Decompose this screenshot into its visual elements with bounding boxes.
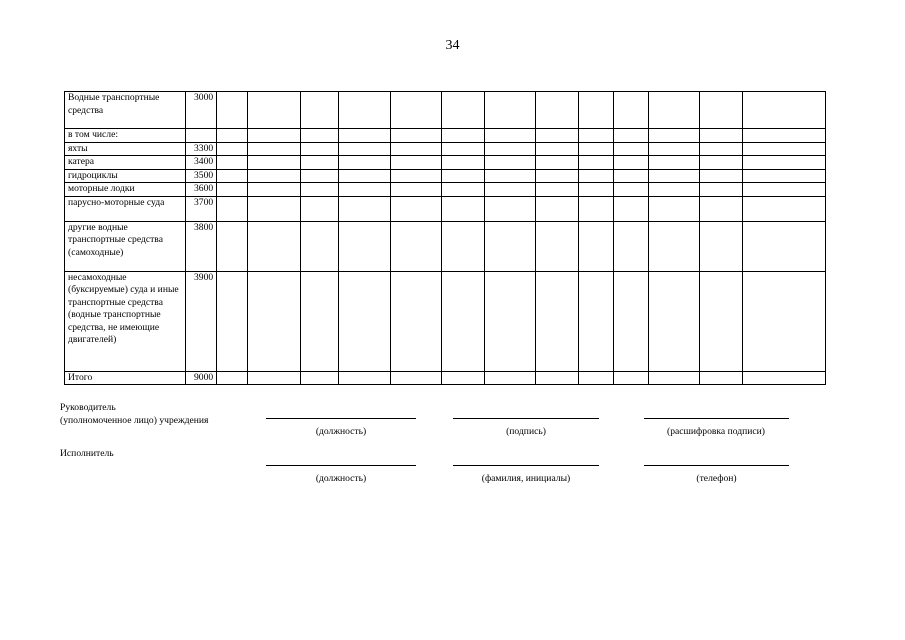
- head-decoding-line: [644, 418, 789, 419]
- empty-cell: [579, 183, 614, 197]
- empty-cell: [649, 169, 700, 183]
- empty-cell: [301, 271, 339, 371]
- empty-cell: [391, 196, 442, 221]
- empty-cell: [649, 129, 700, 143]
- empty-cell: [700, 221, 743, 271]
- empty-cell: [614, 169, 649, 183]
- empty-cell: [536, 142, 579, 156]
- empty-cell: [485, 156, 536, 170]
- empty-cell: [579, 92, 614, 129]
- empty-cell: [614, 371, 649, 385]
- report-table: [64, 91, 826, 385]
- empty-cell: [339, 142, 391, 156]
- empty-cell: [743, 183, 826, 197]
- table-row: [65, 142, 826, 156]
- empty-cell: [743, 142, 826, 156]
- empty-cell: [442, 371, 485, 385]
- empty-cell: [301, 169, 339, 183]
- row-name: яхты: [65, 142, 186, 156]
- empty-cell: [700, 196, 743, 221]
- empty-cell: [614, 142, 649, 156]
- empty-cell: [700, 142, 743, 156]
- executor-position-caption: (должность): [315, 473, 367, 484]
- empty-cell: [485, 169, 536, 183]
- empty-cell: [649, 183, 700, 197]
- table-row: [65, 169, 826, 183]
- empty-cell: [536, 221, 579, 271]
- empty-cell: [579, 196, 614, 221]
- empty-cell: [217, 183, 248, 197]
- empty-cell: [248, 196, 301, 221]
- empty-cell: [391, 221, 442, 271]
- row-code: 3400: [186, 156, 217, 170]
- empty-cell: [649, 156, 700, 170]
- empty-cell: [743, 92, 826, 129]
- empty-cell: [391, 169, 442, 183]
- empty-cell: [536, 196, 579, 221]
- empty-cell: [248, 156, 301, 170]
- empty-cell: [485, 371, 536, 385]
- empty-cell: [536, 169, 579, 183]
- row-code: 3600: [186, 183, 217, 197]
- head-sublabel: (уполномоченное лицо) учреждения: [60, 415, 209, 426]
- executor-name-line: [453, 465, 599, 466]
- head-position-caption: (должность): [315, 426, 367, 437]
- table-row: [65, 129, 826, 143]
- empty-cell: [614, 183, 649, 197]
- empty-cell: [485, 183, 536, 197]
- empty-cell: [217, 196, 248, 221]
- empty-cell: [485, 221, 536, 271]
- empty-cell: [614, 196, 649, 221]
- empty-cell: [743, 169, 826, 183]
- empty-cell: [743, 196, 826, 221]
- row-name: несамоходные (буксируемые) суда и иные транспортные средства (водные транспортные средства, не имеющие двигателей): [65, 271, 186, 371]
- row-name: в том числе:: [65, 129, 186, 143]
- executor-label: Исполнитель: [60, 448, 114, 459]
- empty-cell: [485, 92, 536, 129]
- empty-cell: [391, 371, 442, 385]
- empty-cell: [614, 156, 649, 170]
- empty-cell: [579, 271, 614, 371]
- empty-cell: [339, 156, 391, 170]
- empty-cell: [248, 142, 301, 156]
- row-name: Итого: [65, 371, 186, 385]
- row-code: 3900: [186, 271, 217, 371]
- empty-cell: [248, 169, 301, 183]
- empty-cell: [485, 271, 536, 371]
- empty-cell: [442, 271, 485, 371]
- executor-phone-line: [644, 465, 789, 466]
- empty-cell: [614, 92, 649, 129]
- empty-cell: [217, 271, 248, 371]
- empty-cell: [339, 92, 391, 129]
- row-code: 3500: [186, 169, 217, 183]
- empty-cell: [536, 92, 579, 129]
- empty-cell: [301, 371, 339, 385]
- empty-cell: [743, 271, 826, 371]
- head-signature-line: [453, 418, 599, 419]
- executor-name-caption: (фамилия, инициалы): [481, 473, 571, 484]
- row-name: Водные транспортные средства: [65, 92, 186, 129]
- empty-cell: [649, 271, 700, 371]
- empty-cell: [579, 156, 614, 170]
- empty-cell: [442, 129, 485, 143]
- empty-cell: [339, 169, 391, 183]
- empty-cell: [442, 156, 485, 170]
- empty-cell: [614, 221, 649, 271]
- empty-cell: [579, 142, 614, 156]
- head-label: Руководитель: [60, 402, 116, 413]
- row-name: моторные лодки: [65, 183, 186, 197]
- empty-cell: [391, 142, 442, 156]
- row-code: [186, 129, 217, 143]
- empty-cell: [301, 183, 339, 197]
- row-name: гидроциклы: [65, 169, 186, 183]
- empty-cell: [217, 156, 248, 170]
- row-name: парусно-моторные суда: [65, 196, 186, 221]
- empty-cell: [217, 142, 248, 156]
- row-code: 3800: [186, 221, 217, 271]
- empty-cell: [743, 129, 826, 143]
- empty-cell: [217, 129, 248, 143]
- row-name: катера: [65, 156, 186, 170]
- empty-cell: [217, 221, 248, 271]
- empty-cell: [248, 271, 301, 371]
- empty-cell: [391, 271, 442, 371]
- row-name: другие водные транспортные средства (самоходные): [65, 221, 186, 271]
- empty-cell: [442, 196, 485, 221]
- empty-cell: [442, 221, 485, 271]
- empty-cell: [301, 221, 339, 271]
- empty-cell: [579, 221, 614, 271]
- empty-cell: [391, 129, 442, 143]
- table-row: [65, 183, 826, 197]
- empty-cell: [485, 142, 536, 156]
- table-row: [65, 271, 826, 371]
- empty-cell: [743, 371, 826, 385]
- empty-cell: [579, 169, 614, 183]
- page-number: 34: [445, 38, 460, 53]
- empty-cell: [536, 183, 579, 197]
- empty-cell: [339, 196, 391, 221]
- table-row: [65, 92, 826, 129]
- empty-cell: [442, 169, 485, 183]
- table-row: [65, 371, 826, 385]
- empty-cell: [248, 371, 301, 385]
- empty-cell: [485, 129, 536, 143]
- empty-cell: [536, 371, 579, 385]
- empty-cell: [579, 371, 614, 385]
- empty-cell: [700, 271, 743, 371]
- empty-cell: [339, 271, 391, 371]
- empty-cell: [485, 196, 536, 221]
- empty-cell: [442, 92, 485, 129]
- empty-cell: [301, 92, 339, 129]
- empty-cell: [649, 92, 700, 129]
- empty-cell: [579, 129, 614, 143]
- empty-cell: [391, 183, 442, 197]
- empty-cell: [700, 156, 743, 170]
- empty-cell: [700, 371, 743, 385]
- empty-cell: [339, 371, 391, 385]
- empty-cell: [339, 183, 391, 197]
- head-position-line: [266, 418, 416, 419]
- table-row: [65, 196, 826, 221]
- empty-cell: [248, 129, 301, 143]
- empty-cell: [248, 221, 301, 271]
- empty-cell: [217, 92, 248, 129]
- empty-cell: [649, 221, 700, 271]
- empty-cell: [536, 156, 579, 170]
- empty-cell: [536, 129, 579, 143]
- empty-cell: [248, 92, 301, 129]
- empty-cell: [649, 142, 700, 156]
- table-row: [65, 221, 826, 271]
- head-signature-caption: (подпись): [506, 426, 546, 437]
- empty-cell: [339, 221, 391, 271]
- empty-cell: [301, 142, 339, 156]
- empty-cell: [743, 221, 826, 271]
- table-row: [65, 156, 826, 170]
- empty-cell: [339, 129, 391, 143]
- empty-cell: [700, 183, 743, 197]
- empty-cell: [301, 129, 339, 143]
- head-decoding-caption: (расшифровка подписи): [667, 426, 765, 437]
- empty-cell: [700, 92, 743, 129]
- empty-cell: [391, 92, 442, 129]
- empty-cell: [649, 196, 700, 221]
- empty-cell: [700, 129, 743, 143]
- row-code: 3700: [186, 196, 217, 221]
- empty-cell: [217, 371, 248, 385]
- executor-position-line: [266, 465, 416, 466]
- row-code: 3300: [186, 142, 217, 156]
- empty-cell: [614, 129, 649, 143]
- empty-cell: [442, 183, 485, 197]
- empty-cell: [442, 142, 485, 156]
- empty-cell: [301, 156, 339, 170]
- empty-cell: [301, 196, 339, 221]
- empty-cell: [536, 271, 579, 371]
- empty-cell: [248, 183, 301, 197]
- empty-cell: [614, 271, 649, 371]
- executor-phone-caption: (телефон): [696, 473, 737, 484]
- row-code: 9000: [186, 371, 217, 385]
- empty-cell: [743, 156, 826, 170]
- row-code: 3000: [186, 92, 217, 129]
- empty-cell: [391, 156, 442, 170]
- empty-cell: [649, 371, 700, 385]
- empty-cell: [217, 169, 248, 183]
- empty-cell: [700, 169, 743, 183]
